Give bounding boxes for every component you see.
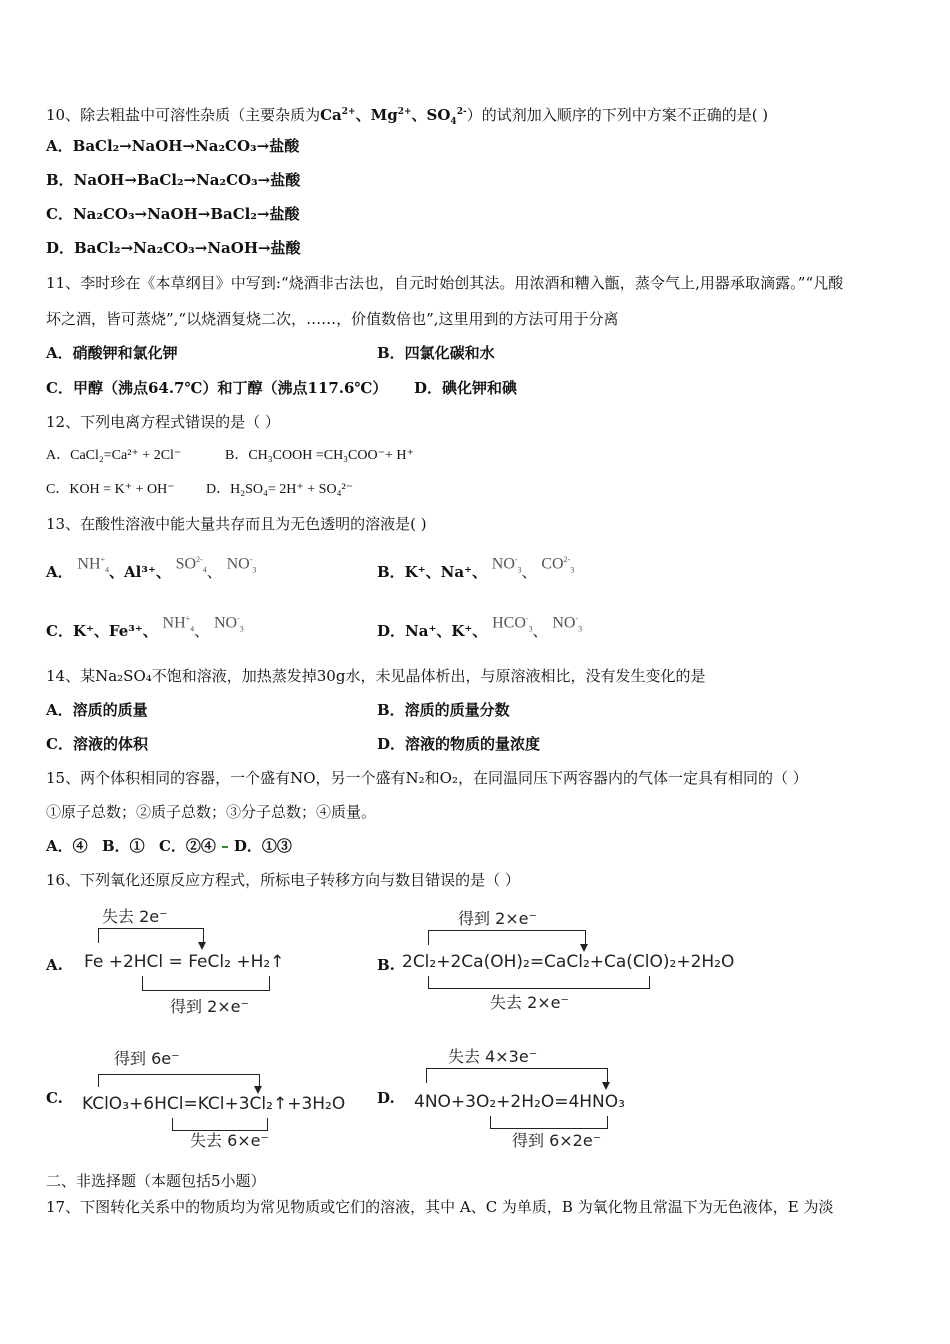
q13-stem: 13、在酸性溶液中能大量共存而且为无色透明的溶液是( ) (46, 515, 427, 533)
q11-option-a: A．硝酸钾和氯化钾 (46, 344, 178, 362)
q14-option-c: C．溶液的体积 (46, 735, 148, 753)
q17-stem: 17、下图转化关系中的物质均为常见物质或它们的溶液，其中 A、C 为单质，B 为氧化物且常温下为无色液体，E 为淡 (46, 1198, 834, 1216)
q16-diagram-b: 得到 2×e⁻ 2Cl₂+2Ca(OH)₂=CaCl₂+Ca(ClO)₂+2H₂O 失去 2×e⁻ (402, 909, 735, 1012)
q10-option-a: A．BaCl₂→NaOH→Na₂CO₃→盐酸 (46, 137, 300, 155)
q12-option-d: D．H₂SO₄= 2H⁺ + SO₄²⁻ (206, 482, 354, 497)
q10-option-b: B．NaOH→BaCl₂→Na₂CO₃→盐酸 (46, 171, 301, 189)
q11-stem-line1: 11、李时珍在《本草纲目》中写到:“烧酒非古法也，自元时始创其法。用浓酒和糟入甑，蒸令气上,用器承取滴露。”“凡酸 (46, 274, 844, 292)
q15-options: A．④ B．① C．②④ D．①③ (46, 837, 292, 855)
q10-stem: 10、除去粗盐中可溶性杂质（主要杂质为$Ca^{2+}$、$Mg^{2+}$、$SO_4^{2-}$）的试剂加入顺序的下列中方案不正确的是( ) (46, 106, 769, 127)
ion-no3: $NO^-_3$ (226, 555, 257, 575)
ion-no3: $NO^-_3$ (552, 614, 583, 634)
q10-option-c: C．Na₂CO₃→NaOH→BaCl₂→盐酸 (46, 205, 300, 223)
q16-diagram-c: 得到 6e⁻ KClO₃+6HCl=KCl+3Cl₂↑+3H₂O 失去 6×e⁻ (82, 1049, 346, 1150)
q14-option-b: B．溶质的质量分数 (377, 701, 510, 719)
q12-option-a: A．CaCl₂=Ca²⁺ + 2Cl⁻ (46, 448, 182, 463)
q12-option-b: B．CH₃COOH =CH₃COO⁻+ H⁺ (225, 448, 414, 463)
q16-diagram-a: 失去 2e⁻ Fe +2HCl = FeCl₂ +H₂↑ 得到 2×e⁻ (84, 907, 285, 1016)
ion-so4: $SO^{2-}_4$ (175, 555, 207, 575)
q16-option-b-label: B. (377, 956, 395, 974)
ion-no3: $NO^-_3$ (213, 614, 244, 634)
q16-option-a-label: A. (46, 956, 63, 974)
q14-stem: 14、某Na₂SO₄不饱和溶液，加热蒸发掉30g水，未见晶体析出，与原溶液相比，没有发生变化的是 (46, 667, 706, 685)
q14-option-a: A．溶质的质量 (46, 701, 148, 719)
q16-stem: 16、下列氧化还原反应方程式，所标电子转移方向与数目错误的是（ ） (46, 871, 520, 889)
q11-option-c: C．甲醇（沸点64.7℃）和丁醇（沸点117.6℃） (46, 379, 388, 397)
ion-nh4: $NH^+_4$ (77, 555, 110, 575)
green-mark (222, 846, 228, 848)
q13-option-c: C．K⁺、Fe³⁺、 $NH^+_4$、 $NO^-_3$ (46, 621, 244, 641)
section-heading: 二、非选择题（本题包括5小题） (46, 1172, 266, 1190)
q12-stem: 12、下列电离方程式错误的是（ ） (46, 413, 280, 431)
q12-option-c: C．KOH = K⁺ + OH⁻ (46, 482, 175, 497)
q11-stem-line2: 坏之酒，皆可蒸烧”,“以烧酒复烧二次，……，价值数倍也”,这里用到的方法可用于分离 (46, 310, 619, 328)
ion-hco3: $HCO^-_3$ (492, 614, 533, 634)
q11-option-d: D．碘化钾和碘 (414, 379, 518, 397)
q13-option-b: B．K⁺、Na⁺、 $NO^-_3$、 $CO^{2-}_3$ (377, 562, 574, 582)
q11-option-b: B．四氯化碳和水 (377, 344, 495, 362)
q10-option-d: D．BaCl₂→Na₂CO₃→NaOH→盐酸 (46, 239, 301, 257)
ion-no3: $NO^-_3$ (491, 555, 522, 575)
q13-option-a: A． $NH^+_4$、Al³⁺、 $SO^{2-}_4$、 $NO^-_3$ (46, 562, 256, 582)
q15-stem: 15、两个体积相同的容器，一个盛有NO，另一个盛有N₂和O₂，在同温同压下两容器内的气体一定具有相同的（ ） (46, 769, 808, 787)
q14-option-d: D．溶液的物质的量浓度 (377, 735, 541, 753)
ion-co3: $CO^{2-}_3$ (541, 555, 575, 575)
ion-nh4: $NH^+_4$ (162, 614, 195, 634)
q13-option-d: D．Na⁺、K⁺、 $HCO^-_3$、 $NO^-_3$ (377, 621, 582, 641)
q16-diagram-d: 失去 4×3e⁻ 4NO+3O₂+2H₂O=4HNO₃ 得到 6×2e⁻ (414, 1047, 625, 1150)
q16-option-c-label: C. (46, 1089, 63, 1107)
q15-items: ①原子总数；②质子总数；③分子总数；④质量。 (46, 803, 377, 821)
q16-option-d-label: D. (377, 1089, 395, 1107)
